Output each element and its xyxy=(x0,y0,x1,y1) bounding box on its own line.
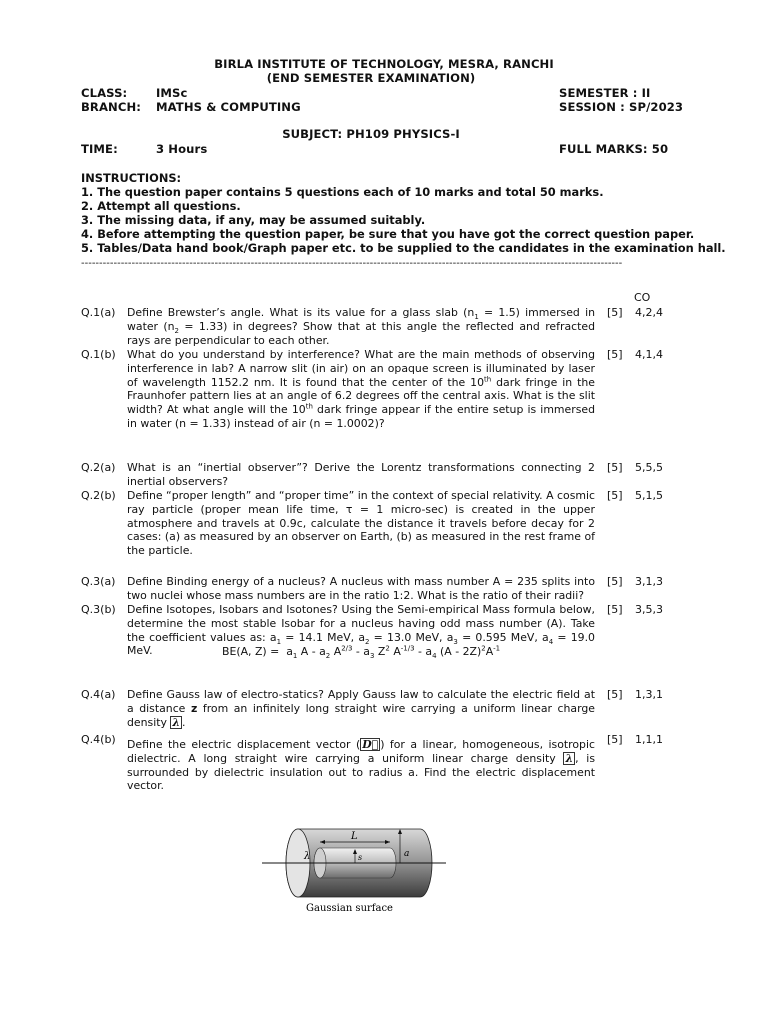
q1b-number: Q.1(b) xyxy=(81,348,116,361)
q3b-co: 3,5,3 xyxy=(635,603,663,616)
q1a-marks: [5] xyxy=(607,306,623,319)
co-header: CO xyxy=(634,291,651,304)
time-value: 3 Hours xyxy=(156,142,208,156)
lambda-symbol: λ xyxy=(172,715,181,729)
instruction-3: 3. The missing data, if any, may be assumed suitably. xyxy=(81,213,426,227)
q1a-text: Define Brewster’s angle. What is its value for a glass slab $(n_1 = 1.5)$ immersed in water $(n_2 = 1.33)$ in degrees? Show that at this angle the reflected and refracted rays are perpendicular to each other. xyxy=(127,306,595,347)
q3b-number: Q.3(b) xyxy=(81,603,116,616)
q3a-number: Q.3(a) xyxy=(81,575,116,588)
q4a-number: Q.4(a) xyxy=(81,688,116,701)
q2a-marks: [5] xyxy=(607,461,623,474)
q2a-text: What is an “inertial observer”? Derive the Lorentz transformations connecting 2 inertial observers? xyxy=(127,461,595,488)
session: SESSION : SP/2023 xyxy=(559,100,684,114)
gaussian-surface-figure xyxy=(260,822,450,918)
q2b-marks: [5] xyxy=(607,489,623,502)
q4a-co: 1,3,1 xyxy=(635,688,663,701)
institute-name: BIRLA INSTITUTE OF TECHNOLOGY, MESRA, RANCHI xyxy=(214,57,554,71)
q3a-marks: [5] xyxy=(607,575,623,588)
instruction-4: 4. Before attempting the question paper, be sure that you have got the correct question paper. xyxy=(81,227,695,241)
label-s: s xyxy=(358,853,363,862)
q1b-marks: [5] xyxy=(607,348,623,361)
q4b-number: Q.4(b) xyxy=(81,733,116,746)
q1a-number: Q.1(a) xyxy=(81,306,116,319)
class-value: IMSc xyxy=(156,86,188,100)
time-label: TIME: xyxy=(81,142,118,156)
q4b-text: Define the electric displacement vector ( D⃗ ) for a linear, homogeneous, isotropic dielectric. A long straight wire carrying a uniform linear charge density λ , is surrounded by dielectric insulation out to radius a. Find the electric displacement vector. xyxy=(127,738,596,793)
label-L: L xyxy=(351,831,358,842)
q2a-number: Q.2(a) xyxy=(81,461,116,474)
label-a: a xyxy=(404,849,410,859)
q1b-co: 4,1,4 xyxy=(635,348,663,361)
branch-value: MATHS & COMPUTING xyxy=(156,100,301,114)
q1a-co: 4,2,4 xyxy=(635,306,663,319)
full-marks: FULL MARKS: 50 xyxy=(559,142,669,156)
q3b-text: Define Isotopes, Isobars and Isotones? Using the Semi-empirical Mass formula below, determine the most stable Isobar for a nucleus having odd mass number (A). Take the coefficient values as: $a_1 = 14.1$ MeV, $a_2 = 13.0$ MeV, $a_3 = 0.595$ MeV, $a_4 = 19.0$ MeV. xyxy=(127,603,595,658)
class-label: CLASS: xyxy=(81,86,128,100)
q3a-co: 3,1,3 xyxy=(635,575,663,588)
divider-line: ------------------------------------------------------------------------------------------------------------------------------------------------------ xyxy=(81,258,623,269)
subject: SUBJECT: PH109 PHYSICS-I xyxy=(282,127,460,141)
q2a-co: 5,5,5 xyxy=(635,461,663,474)
q3a-text: Define Binding energy of a nucleus? A nucleus with mass number A = 235 splits into two nuclei whose mass numbers are in the ratio 1:2. What is the ratio of their radii? xyxy=(127,575,595,602)
lambda-symbol: λ xyxy=(565,751,574,765)
q3b-marks: [5] xyxy=(607,603,623,616)
q2b-text: Define “proper length” and “proper time” in the context of special relativity. A cosmic ray particle (proper mean life time, τ = 1 micro-sec) is created in the upper atmosphere and travels at 0.9c, calculate the distance it travels before decay for 2 cases: (a) as measured by an observer on Earth, (b) as measured in the rest frame of the particle. xyxy=(127,489,595,558)
branch-label: BRANCH: xyxy=(81,100,141,114)
d-vector-symbol: D⃗ xyxy=(362,738,379,751)
q4a-marks: [5] xyxy=(607,688,623,701)
q4b-co: 1,1,1 xyxy=(635,733,663,746)
instruction-5: 5. Tables/Data hand book/Graph paper etc. to be supplied to the candidates in the examination hall. xyxy=(81,241,726,255)
q2b-number: Q.2(b) xyxy=(81,489,116,502)
figure-caption: Gaussian surface xyxy=(306,903,393,914)
q4a-text: Define Gauss law of electro-statics? Apply Gauss law to calculate the electric field at a distance z from an infinitely long straight wire carrying a uniform linear charge density λ . xyxy=(127,688,595,729)
exam-title: (END SEMESTER EXAMINATION) xyxy=(266,71,476,85)
semf-formula: BE(A, $Z) = a_1$ A - $a_2$ $A^{2/3} - a_3$ $Z^2$ $A^{-1/3} - a_4$ $(A - 2Z)^2A^{-1}$ xyxy=(222,644,501,661)
label-lambda: λ xyxy=(304,851,311,862)
instruction-2: 2. Attempt all questions. xyxy=(81,199,241,213)
q4b-marks: [5] xyxy=(607,733,623,746)
q1b-text: What do you understand by interference? What are the main methods of observing interference in lab? A narrow slit (in air) on an opaque screen is illuminated by laser of wavelength 1152.2 nm. It is found that the center of the 10th dark fringe in the Fraunhofer pattern lies at an angle of 6.2 degrees off the central axis. What is the slit width? At what angle will the 10th dark fringe appear if the entire setup is immersed in water (n = 1.33) instead of air (n = 1.0002)? xyxy=(127,348,595,430)
q2b-co: 5,1,5 xyxy=(635,489,663,502)
semester: SEMESTER : II xyxy=(559,86,651,100)
instruction-1: 1. The question paper contains 5 questions each of 10 marks and total 50 marks. xyxy=(81,185,604,199)
instructions-title: INSTRUCTIONS: xyxy=(81,171,182,185)
